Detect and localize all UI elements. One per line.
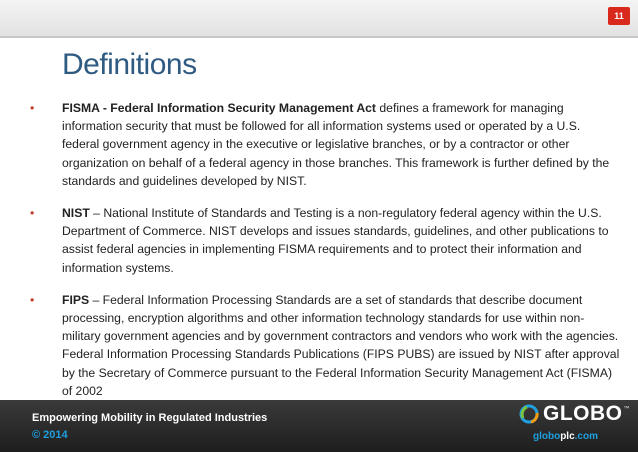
url-part: .com — [574, 431, 598, 442]
definition-text — [62, 99, 620, 190]
bullet-marker: • — [30, 292, 35, 307]
header-divider — [0, 36, 638, 38]
globo-logo — [518, 402, 630, 426]
url-part: plc — [560, 431, 575, 442]
definition-body: – Federal Information Processing Standards are a set of standards that describe document processing, encryption algorithms and other information technology standards for use within non-military government agencies and by government contractors and vendors who work with the agencies. Federal Information Processing Standards Publications (FIPS PUBS) are issued by NIST after approval by the Secretary of Commerce pursuant to the Federal Information Security Management Act (FISMA) of 2002 — [62, 292, 620, 398]
definition-text — [62, 291, 620, 400]
bullet-marker: • — [30, 101, 35, 115]
definition-item — [30, 99, 620, 190]
bullet-marker: • — [30, 206, 35, 221]
definition-term: FIPS — [62, 292, 90, 307]
definition-item — [30, 291, 620, 400]
definition-term: FISMA - Federal Information Security Management Act — [62, 101, 376, 115]
definition-item — [30, 204, 620, 277]
footer-url — [533, 431, 598, 442]
definition-text — [62, 204, 620, 277]
url-part: globo — [532, 431, 561, 442]
definitions-list — [30, 99, 620, 414]
footer-copyright: © 2014 — [32, 429, 68, 441]
footer-tagline: Empowering Mobility in Regulated Industries — [32, 412, 268, 424]
slide-header-bar — [0, 0, 638, 36]
definition-body: – National Institute of Standards and Testing is a non-regulatory federal agency within the U.S. Department of Commerce. NIST develops and issues standards, guidelines, and other publications to assist federal agencies in implementing FISMA requirements and to protect their information and information systems. — [62, 206, 609, 275]
globo-logo-icon — [518, 403, 540, 425]
logo-trademark: ™ — [623, 406, 630, 412]
definition-body: defines a framework for managing information security that must be followed for all information systems used or operated by a U.S. federal government agency in the executive or legislative branches, or by a contractor or other organization on behalf of a federal agency in those branches. This framework is further defined by the standards and guidelines developed by NIST. — [62, 101, 610, 188]
page-number-badge: 11 — [608, 7, 630, 25]
logo-wordmark: GLOBO — [543, 402, 623, 425]
definition-term: NIST — [62, 206, 90, 221]
slide-title: Definitions — [62, 48, 197, 81]
